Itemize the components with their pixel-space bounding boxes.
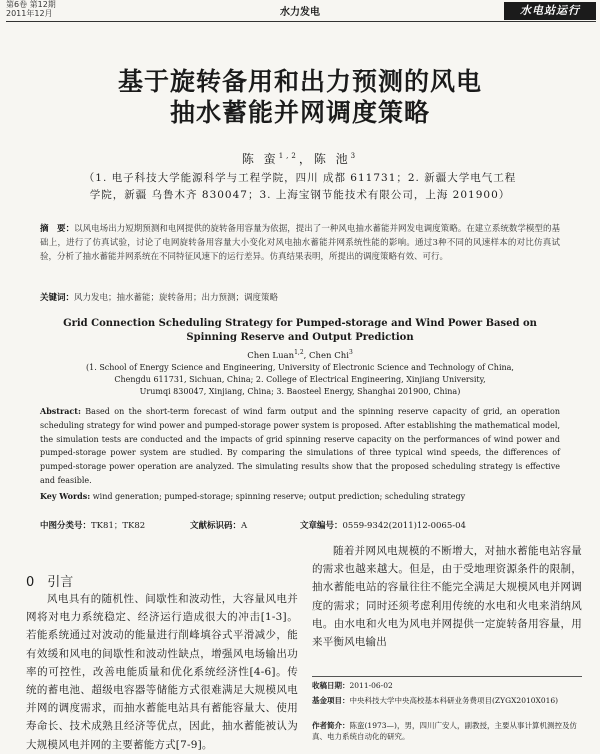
abstract-en-text: Based on the short-term forecast of wind farm output and the spinning reserve capacity of grid, an operation scheduling strategy for wind power and pumped-storage power system is proposed. After establishing the mathematical model, the simulation tests are conducted and the impacts of grid spinning reserve capacity on the performances of wind power and pumped-storage power system are studied. By comparing the simulations of three typical wind speeds, the differences of pumped-storage power operation are analyzed. The simulating results show that the proposed scheduling strategy is effective and feasible. <box>40 407 560 485</box>
author-1-sup: 1,2 <box>278 152 299 160</box>
author-2-sup: 3 <box>350 152 359 160</box>
abstract-cn-text: 以风电场出力短期预测和电网提供的旋转备用容量为依据，提出了一种风电抽水蓄能并网发电调度策略。在建立系统数学模型的基础上，进行了仿真试验，讨论了电网旋转备用容量大小变化对风电抽水蓄能并网系统性能的影响。通过3种不同的风速样本的对比仿真试验，分析了抽水蓄能并网系统在不同特征风速下的运行差异。仿真结果表明，所提出的调度策略有效、可行。 <box>40 224 560 262</box>
keywords-en-label: Key Words: <box>40 491 91 501</box>
author-en-separator: , <box>303 350 310 361</box>
abstract-en-label: Abstract: <box>40 406 81 416</box>
body-text-left: 风电具有的随机性、间歇性和波动性，大容量风电并网将对电力系统稳定、经济运行造成很大的冲击[1-3]。若能系统通过对波动的能量进行削峰填谷式平滑减少，能有效缓和风电的间歇性和波动性缺点，增强风电场输出功率的可控性，改善电能质量和优化系统经济性[4-6]。传统的蓄电池、超级电容器等储能方式很难满足大规模风电并网的调度需求，而抽水蓄能电站具有蓄能容量大、使用寿命长、技术成熟且经济等优点，因此，抽水蓄能被认为大规模风电并网的主要蓄能方式[7-9]。 <box>26 593 298 751</box>
author-en-2-sup: 3 <box>348 349 353 356</box>
title-line-2: 抽水蓄能并网调度策略 <box>169 98 430 127</box>
affiliation-en <box>40 362 560 398</box>
doc-value: A <box>241 521 248 531</box>
authors-en <box>0 349 600 361</box>
abstract-cn <box>40 222 560 264</box>
title-en-line-2: Spinning Reserve and Output Prediction <box>186 332 414 343</box>
affiliation-en-line-1: (1. School of Energy Science and Engineering, University of Electronic Science and Technology of China, <box>86 363 514 372</box>
affiliation-cn <box>30 170 570 204</box>
page-header <box>0 0 600 24</box>
fund-label: 基金项目： <box>312 696 350 705</box>
author-bio-label: 作者简介： <box>312 721 350 730</box>
doc-label: 文献标识码： <box>190 521 242 531</box>
document-code <box>190 519 247 531</box>
issue-volume: 第6卷 第12期 <box>6 0 56 9</box>
author-en-1-sup: 1,2 <box>294 349 304 356</box>
footnote-author <box>312 720 582 742</box>
journal-name: 水力发电 <box>280 7 320 18</box>
affiliation-en-line-2: Chengdu 611731, Sichuan, China; 2. College of Electrical Engineering, Xinjiang University, <box>114 375 486 384</box>
clc-label: 中图分类号： <box>40 521 92 531</box>
title-line-1: 基于旋转备用和出力预测的风电 <box>117 67 482 96</box>
article-value: 0559-9342(2011)12-0065-04 <box>342 521 466 531</box>
keywords-cn-label: 关键词： <box>40 293 75 303</box>
received-label: 收稿日期： <box>312 681 350 690</box>
abstract-cn-label: 摘 要： <box>40 224 75 234</box>
received-value: 2011-06-02 <box>349 681 393 690</box>
section-heading: 0 引言 <box>26 575 74 590</box>
affiliation-en-line-3: Urumqi 830047, Xinjiang, China; 3. Baosteel Energy, Shanghai 201900, China) <box>139 387 461 396</box>
clc-value: TK81；TK82 <box>91 521 146 531</box>
author-separator: ， <box>298 152 314 166</box>
article-number <box>300 519 466 531</box>
header-rule <box>6 21 596 22</box>
footnote-fund <box>312 695 582 706</box>
footnote-received <box>312 680 582 691</box>
title-en-line-1: Grid Connection Scheduling Strategy for Pumped-storage and Wind Power Based on <box>63 318 537 329</box>
author-en-1-name: Chen Luan <box>247 350 295 361</box>
keywords-cn-text: 风力发电；抽水蓄能；旋转备用；出力预测；调度策略 <box>74 293 279 303</box>
author-en-2-name: Chen Chi <box>309 350 349 361</box>
abstract-en <box>40 405 560 488</box>
clc-number <box>40 519 145 531</box>
footnote-rule <box>312 676 582 677</box>
body-text-right: 随着并网风电规模的不断增大，对抽水蓄能电站容量的需求也越来越大。但是，由于受地理资源条件的限制，抽水蓄能电站的容量往往不能完全满足大规模风电并网调度的需求；同时还须考虑利用传统的水电和火电来消纳风电。由水电和火电为风电并网提供一定旋转备用容量，用来平衡风电输出 <box>312 545 582 649</box>
author-bio-value: 陈蛮(1973—)，男，四川广安人，副教授，主要从事计算机测控及仿真、电力系统自动化的研究。 <box>312 721 577 741</box>
author-2-name: 陈 池 <box>313 152 351 166</box>
fund-value: 中央科技大学中央高校基本科研业务费项目(ZYGX2010X016) <box>349 696 559 705</box>
affiliation-cn-line-1: （1. 电子科技大学能源科学与工程学院，四川 成都 611731；2. 新疆大学电气工程 <box>83 172 517 184</box>
article-label: 文章编号： <box>300 521 343 531</box>
authors-cn <box>0 150 600 167</box>
author-1-name: 陈 蛮 <box>241 152 279 166</box>
keywords-cn <box>40 291 560 303</box>
issue-date: 2011年12月 <box>6 9 53 18</box>
section-banner: 水电站运行 <box>504 2 596 20</box>
keywords-en <box>40 491 560 501</box>
keywords-en-text: wind generation; pumped-storage; spinning reserve; output prediction; scheduling strategy <box>92 492 466 501</box>
affiliation-cn-line-2: 学院，新疆 乌鲁木齐 830047；3. 上海宝钢节能技术有限公司，上海 201900） <box>89 189 511 201</box>
